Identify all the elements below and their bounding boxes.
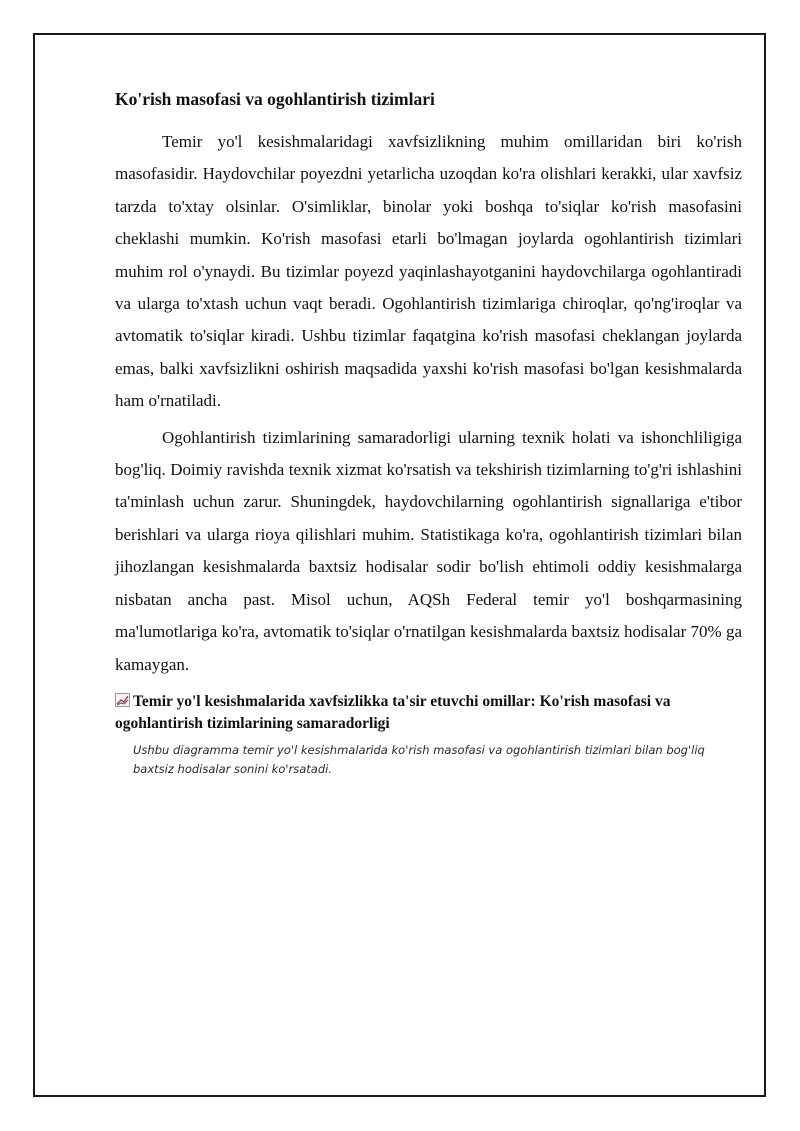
figure-description: Ushbu diagramma temir yo'l kesishmalarida ko'rish masofasi va ogohlantirish tizimlari bilan bog'liq baxtsiz hodisalar sonini ko'rsatadi. [133,742,705,776]
paragraph-warning-systems: Ogohlantirish tizimlarining samaradorligi ularning texnik holati va ishonchliligiga bog'liq. Doimiy ravishda texnik xizmat ko'rsatish va tekshirish tizimlarning to'g'ri ishlashini ta'minlash uchun zarur. Shuningdek, haydovchilarning ogohlantirish signallariga e'tibor berishlari va ularga rioya qilishlari muhim. Statistikaga ko'ra, ogohlantirish tizimlari bilan jihozlangan kesishmalarda baxtsiz hodisalar sodir bo'lish ehtimoli oddiy kesishmalarga nisbatan ancha past. Misol uchun, AQSh Federal temir yo'l boshqarmasining ma'lumotlariga ko'ra, avtomatik to'siqlar o'rnatilgan kesishmalarda baxtsiz hodisalar 70% ga kamaygan. [115,427,742,674]
document-body [115,86,742,779]
chart-icon [115,692,130,706]
figure-caption-text: Temir yo'l kesishmalarida xavfsizlikka ta'sir etuvchi omillar: Ko'rish masofasi va ogohlantirish tizimlarining samaradorligi [115,692,671,732]
section-title: Ko'rish masofasi va ogohlantirish tizimlari [115,89,435,109]
paragraph-visibility: Temir yo'l kesishmalaridagi xavfsizlikning muhim omillaridan biri ko'rish masofasidir. Haydovchilar poyezdni yetarlicha uzoqdan ko'ra olishlari kerakki, ular xavfsiz tarzda to'xtay olsinlar. O'simliklar, binolar yoki boshqa to'siqlar ko'rish masofasini cheklashi mumkin. Ko'rish masofasi etarli bo'lmagan joylarda ogohlantirish tizimlari muhim rol o'ynaydi. Bu tizimlar poyezd yaqinlashayotganini haydovchilarga ogohlantiradi va ularga to'xtash uchun vaqt beradi. Ogohlantirish tizimlariga chiroqlar, qo'ng'iroqlar va avtomatik to'siqlar kiradi. Ushbu tizimlar faqatgina ko'rish masofasi cheklangan joylarda emas, balki xavfsizlikni oshirish maqsadida yaxshi ko'rish masofasi bo'lgan kesishmalarda ham o'rnatiladi. [115,132,742,411]
figure-caption [115,691,742,735]
